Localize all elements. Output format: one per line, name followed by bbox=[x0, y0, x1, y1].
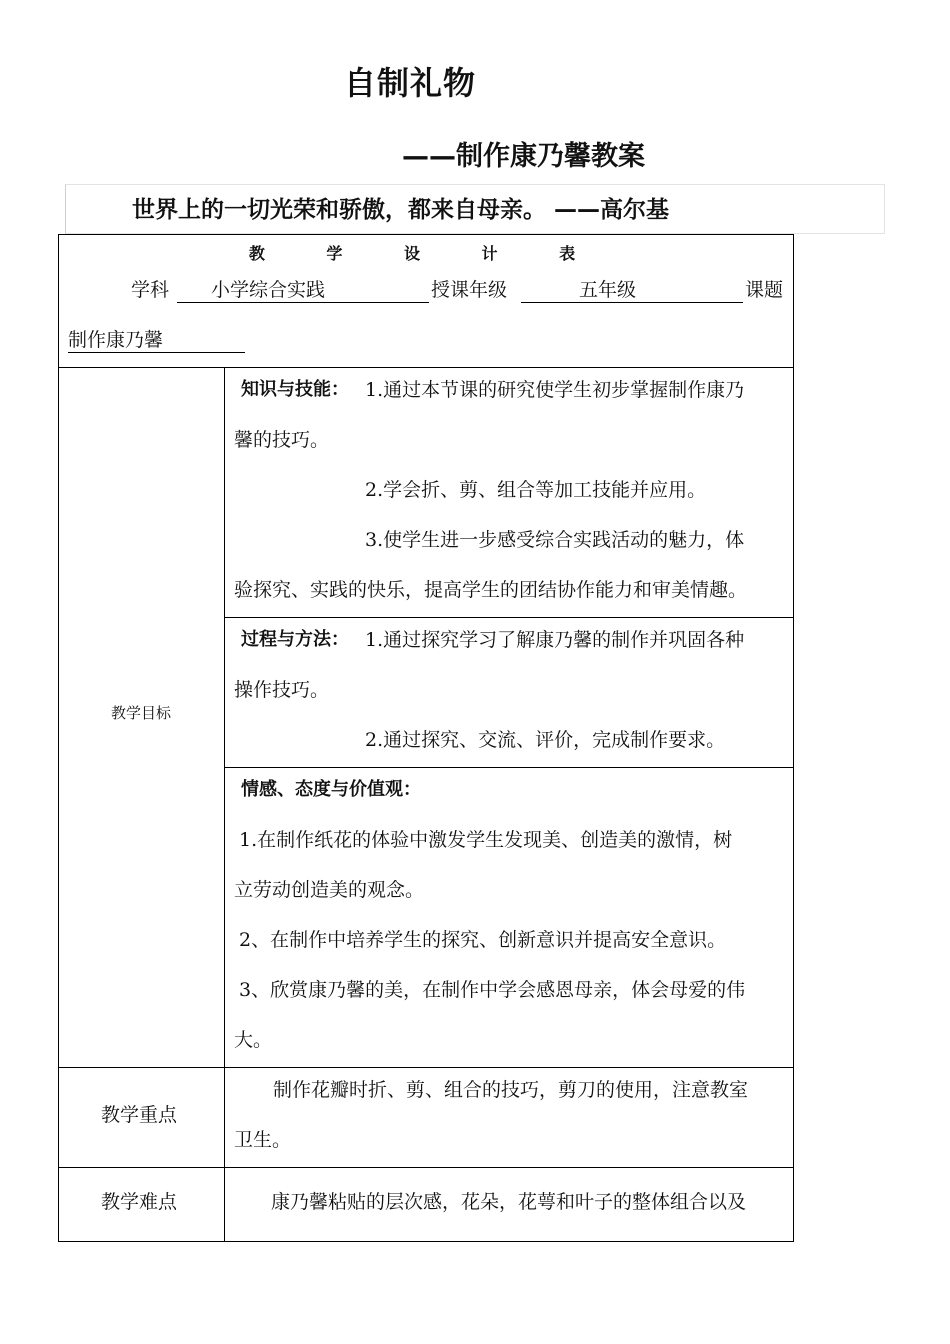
difficulties-line1: 康乃馨粘贴的层次感，花朵，花萼和叶子的整体组合以及 bbox=[271, 1191, 747, 1213]
quote-box bbox=[65, 184, 885, 234]
emotion-line3b: 大。 bbox=[234, 1029, 273, 1051]
topic-label: 课题 bbox=[745, 279, 784, 301]
key-points-label: 教学重点 bbox=[101, 1104, 178, 1126]
emotion-line1: 1.在制作纸花的体验中激发学生发现美、创造美的激情，树 bbox=[239, 829, 733, 851]
difficulties-label: 教学难点 bbox=[101, 1191, 178, 1213]
knowledge-line1: 1.通过本节课的研究使学生初步掌握制作康乃 bbox=[365, 379, 745, 401]
document-title: 自制礼物 bbox=[344, 64, 477, 102]
grade-label: 授课年级 bbox=[431, 279, 508, 301]
emotion-line2: 2、在制作中培养学生的探究、创新意识并提高安全意识。 bbox=[239, 929, 727, 951]
knowledge-line3: 3.使学生进一步感受综合实践活动的魅力，体 bbox=[365, 529, 745, 551]
emotion-line3: 3、欣赏康乃馨的美，在制作中学会感恩母亲，体会母爱的伟 bbox=[239, 979, 746, 1001]
row-divider bbox=[59, 1167, 793, 1168]
process-line1b: 操作技巧。 bbox=[234, 679, 330, 701]
process-line2: 2.通过探究、交流、评价，完成制作要求。 bbox=[365, 729, 726, 751]
subject-value: 小学综合实践 bbox=[211, 279, 326, 301]
row-divider bbox=[224, 617, 793, 618]
row-divider bbox=[59, 367, 793, 368]
emotion-heading: 情感、态度与价值观： bbox=[241, 779, 421, 800]
topic-underline bbox=[68, 352, 245, 353]
column-divider bbox=[224, 367, 225, 1241]
key-points-line1: 制作花瓣时折、剪、组合的技巧，剪刀的使用，注意教室 bbox=[273, 1079, 749, 1101]
quote-text: 世界上的一切光荣和骄傲，都来自母亲。 ——高尔基 bbox=[132, 197, 670, 223]
document-subtitle: ——制作康乃馨教案 bbox=[402, 141, 645, 172]
table-header-title: 教 学 设 计 表 bbox=[248, 244, 604, 263]
subject-underline bbox=[177, 302, 429, 303]
subject-label: 学科 bbox=[131, 279, 170, 301]
objectives-label: 教学目标 bbox=[111, 704, 172, 722]
knowledge-line1b: 馨的技巧。 bbox=[234, 429, 330, 451]
grade-underline bbox=[521, 302, 743, 303]
emotion-line1b: 立劳动创造美的观念。 bbox=[234, 879, 425, 901]
row-divider bbox=[59, 1067, 793, 1068]
row-divider bbox=[224, 767, 793, 768]
knowledge-line3b: 验探究、实践的快乐，提高学生的团结协作能力和审美情趣。 bbox=[234, 579, 748, 601]
topic-value: 制作康乃馨 bbox=[68, 329, 164, 351]
knowledge-heading: 知识与技能： bbox=[241, 379, 349, 400]
process-line1: 1.通过探究学习了解康乃馨的制作并巩固各种 bbox=[365, 629, 745, 651]
key-points-line2: 卫生。 bbox=[234, 1129, 292, 1151]
lesson-design-table bbox=[58, 234, 794, 1242]
knowledge-line2: 2.学会折、剪、组合等加工技能并应用。 bbox=[365, 479, 707, 501]
process-heading: 过程与方法： bbox=[241, 629, 349, 650]
grade-value: 五年级 bbox=[579, 279, 637, 301]
